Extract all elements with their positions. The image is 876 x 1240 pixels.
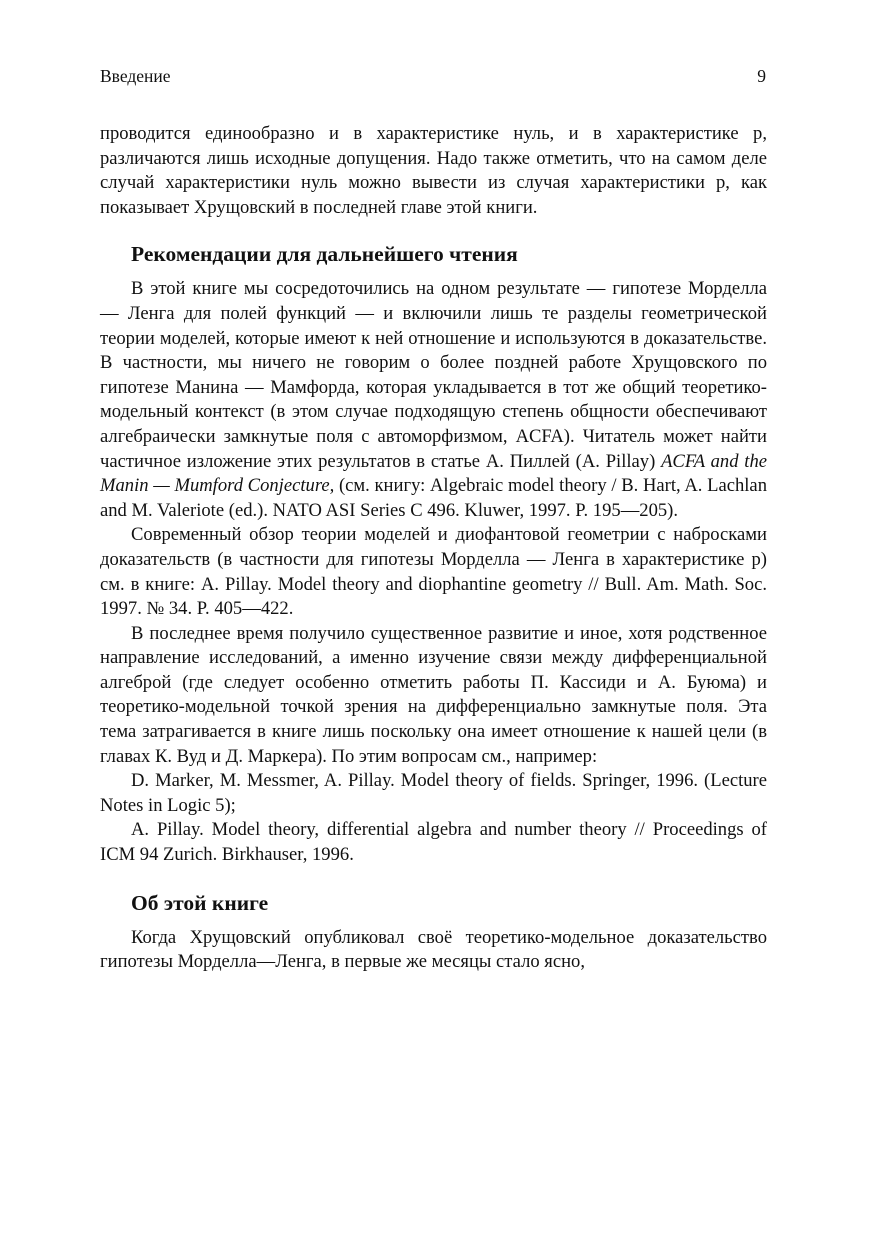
page-body <box>100 122 767 975</box>
intro-paragraph: проводится единообразно и в характеристике нуль, и в характеристике p, различаются лишь исходные допущения. Надо также отметить, что на самом деле случай характеристики нуль можно вывести из случая характеристики p, как показывает Хрущовский в последней главе этой книги. <box>100 123 767 218</box>
reading-paragraph-1-text: В этой книге мы сосредоточились на одном результате — гипотезе Морделла — Ленга для полей функций — и включили лишь те разделы геометрической теории моделей, которые имеют к ней отношение и используются в доказательстве. В частности, мы ничего не говорим о более поздней работе Хрущовского по гипотезе Манина — Мамфорда, которая укладывается в тот же общий теоретико-модельный контекст (в этом случае подходящую степень общности обеспечивают алгебраически замкнутые поля с автоморфизмом, ACFA). Читатель может найти частичное изложение этих результатов в статье А. Пиллей (A. Pillay) <box>100 278 767 472</box>
reading-paragraph-1 <box>100 277 767 523</box>
page-number: 9 <box>757 66 766 86</box>
article-title-italic: ACFA and the Manin — Mumford Conjecture, <box>100 450 767 497</box>
section-heading-about-book: Об этой книге <box>131 890 269 915</box>
reference-1: D. Marker, M. Messmer, A. Pillay. Model theory of fields. Springer, 1996. (Lecture Notes in Logic 5); <box>100 770 767 816</box>
reading-paragraph-1-tail: (см. книгу: Algebraic model theory / B. Hart, A. Lachlan and M. Valeriote (ed.). NATO ASI Series C 496. Kluwer, 1997. P. 195—205). <box>100 475 767 521</box>
reference-2: A. Pillay. Model theory, differential algebra and number theory // Proceedings of ICM 94 Zurich. Birkhauser, 1996. <box>100 819 767 866</box>
reading-paragraph-3: В последнее время получило существенное развитие и иное, хотя родственное направление исследований, а именно изучение связи между дифференциальной алгеброй (где следует особенно отметить работы П. Кассиди и А. Буюма) и теоретико-модельной точкой зрения на дифференциально замкнутые поля. Эта тема затрагивается в книге лишь поскольку она имеет отношение к нашей цели (в главах К. Вуд и Д. Маркера). По этим вопросам см., например: <box>100 622 767 767</box>
reading-paragraph-2: Современный обзор теории моделей и диофантовой геометрии с набросками доказательств (в частности для гипотезы Морделла — Ленга в характеристике p) см. в книге: A. Pillay. Model theory and diophantine geometry // Bull. Am. Math. Soc. 1997. № 34. P. 405—422. <box>100 524 767 620</box>
chapter-title: Введение <box>100 66 171 86</box>
about-paragraph-1: Когда Хрущовский опубликовал своё теоретико-модельное доказательство гипотезы Морделла—Ленга, в первые же месяцы стало ясно, <box>100 926 767 973</box>
section-heading-further-reading: Рекомендации для дальнейшего чтения <box>131 242 518 267</box>
